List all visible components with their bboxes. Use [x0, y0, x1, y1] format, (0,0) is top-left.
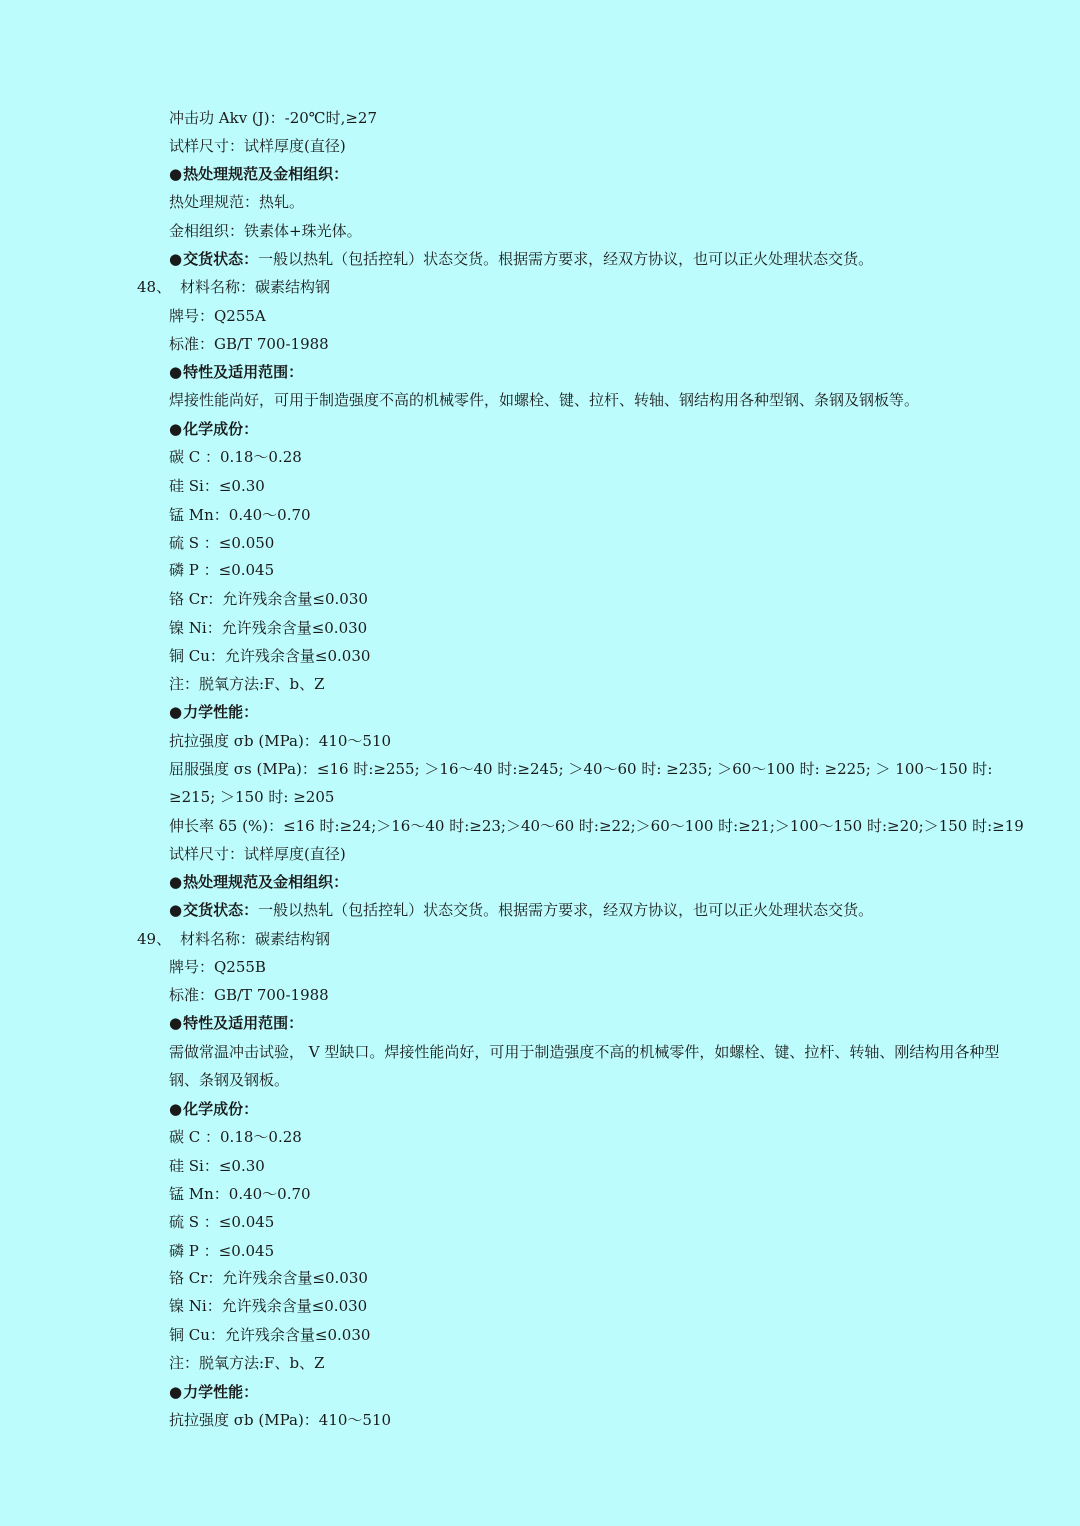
item-49-chem-p: 磷 P ：≤0.045 — [169, 1242, 275, 1260]
bullet-icon: ● — [169, 901, 183, 919]
heat-treatment-heading: ●热处理规范及金相组织： — [169, 165, 349, 183]
item-48-elongation: 伸长率 δ5 (%)：≤16 时:≥24;＞16～40 时:≥23;＞40～60 时:≥22;＞60～100 时:≥21;＞100～150 时:≥20;＞150 时:≥19 — [169, 817, 1024, 835]
item-49-deoxidation-note: 注：脱氧方法:F、b、Z — [169, 1354, 325, 1372]
bullet-icon: ● — [169, 1014, 183, 1032]
item-48-deoxidation-note: 注：脱氧方法:F、b、Z — [169, 675, 325, 693]
item-49-props-text: 需做常温冲击试验， V 型缺口。焊接性能尚好，可用于制造强度不高的机械零件，如螺栓、键、拉杆、转轴、刚结构用各种型钢、条钢及钢板。 — [169, 1043, 1000, 1089]
item-49-tensile: 抗拉强度 σb (MPa)：410～510 — [169, 1411, 392, 1429]
item-48-chem-cr: 铬 Cr：允许残余含量≤0.030 — [169, 590, 368, 608]
item-48-delivery: ●交货状态：一般以热轧（包括控轧）状态交货。根据需方要求，经双方协议，也可以正火处理状态交货。 — [169, 901, 874, 919]
bullet-icon: ● — [169, 165, 183, 183]
item-48-chem-cu: 铜 Cu：允许残余含量≤0.030 — [169, 647, 371, 665]
item-48-chem-s: 硫 S ：≤0.050 — [169, 534, 275, 552]
bullet-icon: ● — [169, 703, 183, 721]
item-49-chem-heading: ●化学成份： — [169, 1100, 259, 1118]
item-48-chem-si: 硅 Si：≤0.30 — [169, 477, 265, 495]
item-49-chem-cr: 铬 Cr：允许残余含量≤0.030 — [169, 1269, 368, 1287]
metallography-line: 金相组织：铁素体+珠光体。 — [169, 222, 362, 240]
item-48-yield: 屈服强度 σs (MPa)：≤16 时:≥255; ＞16～40 时:≥245; ＞40～60 时: ≥235; ＞60～100 时: ≥225; ＞ 100～150 时: ≥215; ＞150 时: ≥205 — [169, 760, 993, 806]
item-49-chem-c: 碳 C ：0.18～0.28 — [169, 1128, 302, 1146]
item-48-chem-ni: 镍 Ni：允许残余含量≤0.030 — [169, 619, 368, 637]
item-49-grade: 牌号：Q255B — [169, 958, 266, 976]
bullet-icon: ● — [169, 420, 183, 438]
item-48-chem-mn: 锰 Mn：0.40～0.70 — [169, 506, 311, 524]
item-48-tensile: 抗拉强度 σb (MPa)：410～510 — [169, 732, 392, 750]
item-48-grade: 牌号：Q255A — [169, 307, 266, 325]
item-48-chem-heading: ●化学成份： — [169, 420, 259, 438]
impact-energy-line: 冲击功 Akv (J)：-20℃时,≥27 — [169, 109, 378, 127]
item-49-chem-mn: 锰 Mn：0.40～0.70 — [169, 1185, 311, 1203]
bullet-icon: ● — [169, 250, 183, 268]
item-49-chem-si: 硅 Si：≤0.30 — [169, 1157, 265, 1175]
item-48-sample-size: 试样尺寸：试样厚度(直径) — [169, 845, 346, 863]
item-48-chem-p: 磷 P ：≤0.045 — [169, 561, 275, 579]
item-48-standard: 标准：GB/T 700-1988 — [169, 335, 329, 353]
item-48-mech-heading: ●力学性能： — [169, 703, 259, 721]
item-49-chem-s: 硫 S ：≤0.045 — [169, 1213, 275, 1231]
bullet-icon: ● — [169, 1383, 183, 1401]
bullet-icon: ● — [169, 873, 183, 891]
item-49-mech-heading: ●力学性能： — [169, 1383, 259, 1401]
heat-treatment-spec: 热处理规范：热轧。 — [169, 193, 305, 211]
item-49-header: 49、 材料名称：碳素结构钢 — [137, 930, 331, 948]
item-49-props-heading: ●特性及适用范围： — [169, 1014, 304, 1032]
item-49-standard: 标准：GB/T 700-1988 — [169, 986, 329, 1004]
item-48-props-heading: ●特性及适用范围： — [169, 363, 304, 381]
item-48-heat-heading: ●热处理规范及金相组织： — [169, 873, 349, 891]
item-49-chem-ni: 镍 Ni：允许残余含量≤0.030 — [169, 1297, 368, 1315]
item-48-props-text: 焊接性能尚好，可用于制造强度不高的机械零件，如螺栓、键、拉杆、转轴、钢结构用各种型钢、条钢及钢板等。 — [169, 391, 920, 409]
bullet-icon: ● — [169, 363, 183, 381]
item-49-chem-cu: 铜 Cu：允许残余含量≤0.030 — [169, 1326, 371, 1344]
delivery-state-line: ●交货状态：一般以热轧（包括控轧）状态交货。根据需方要求，经双方协议，也可以正火处理状态交货。 — [169, 250, 874, 268]
bullet-icon: ● — [169, 1100, 183, 1118]
item-48-header: 48、 材料名称：碳素结构钢 — [137, 278, 331, 296]
item-48-chem-c: 碳 C ：0.18～0.28 — [169, 448, 302, 466]
sample-size-line: 试样尺寸：试样厚度(直径) — [169, 137, 346, 155]
